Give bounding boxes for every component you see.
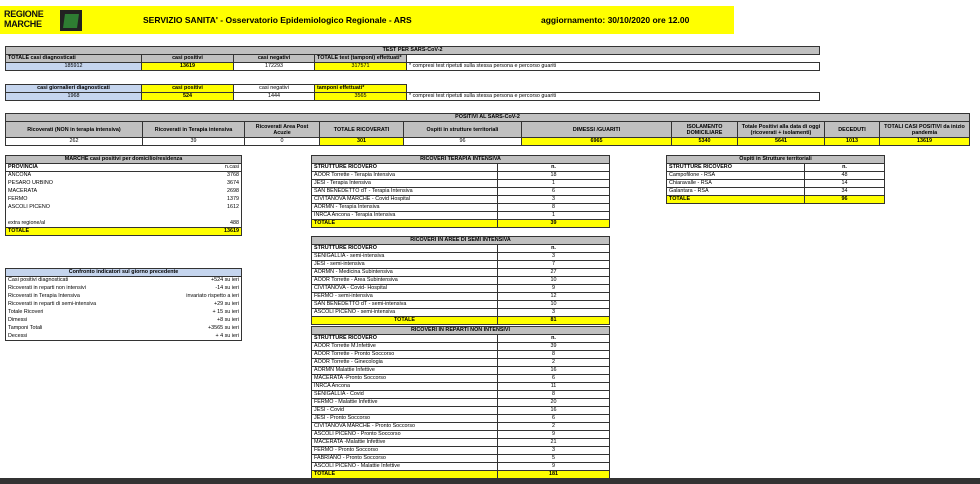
provinces-table bbox=[5, 155, 242, 236]
semi-structure: AORMN - Medicina Subintensiva bbox=[312, 269, 498, 277]
nonint-table bbox=[311, 326, 610, 479]
icu-table bbox=[311, 155, 610, 228]
icu-total-label: TOTALE bbox=[312, 220, 498, 228]
nonint-value: 3 bbox=[498, 447, 610, 455]
compare-value: +3565 su ieri bbox=[144, 325, 242, 333]
nonint-value: 21 bbox=[498, 439, 610, 447]
province-value: 2698 bbox=[144, 188, 242, 196]
territorial-structure: Campofilone - RSA bbox=[667, 172, 805, 180]
province-name: ANCONA bbox=[6, 172, 144, 180]
nonint-structure: MACERATA -Pronto Soccorso bbox=[312, 375, 498, 383]
nonint-structure: ASCOLI PICENO - Malattie Infettive bbox=[312, 463, 498, 471]
nonint-value: 8 bbox=[498, 351, 610, 359]
test-col-header: casi positivi bbox=[142, 55, 234, 63]
daily-col-header: casi positivi bbox=[142, 85, 234, 93]
icu-value: 6 bbox=[498, 188, 610, 196]
test-col-header: casi negativi bbox=[234, 55, 315, 63]
nonint-structure: MACERATA -Malattie Infettive bbox=[312, 439, 498, 447]
test-col-header: TOTALE test (tamponi) effettuati* bbox=[315, 55, 407, 63]
semi-title: RICOVERI IN AREE DI SEMI INTENSIVA bbox=[312, 237, 610, 245]
province-value: 1379 bbox=[144, 196, 242, 204]
icu-value: 18 bbox=[498, 172, 610, 180]
daily-positive: 524 bbox=[142, 93, 234, 101]
logo-mark-icon bbox=[60, 10, 82, 31]
positives-value: 13619 bbox=[880, 138, 970, 146]
positives-col-header: Totale Positivi alla data di oggi (ricoverati + isolamenti) bbox=[738, 122, 825, 138]
semi-total-label: TOTALE bbox=[312, 317, 498, 325]
compare-label: Ricoverati in reparti di semi-intensiva bbox=[6, 301, 144, 309]
nonint-structure: ASCOLI PICENO - Pronto Soccorso bbox=[312, 431, 498, 439]
semi-value: 10 bbox=[498, 301, 610, 309]
compare-value: -14 su ieri bbox=[144, 285, 242, 293]
nonint-structure: JESI - Covid bbox=[312, 407, 498, 415]
compare-title: Confronto indicatori sul giorno precedente bbox=[6, 269, 242, 277]
test-table bbox=[5, 46, 820, 71]
icu-col-val: n. bbox=[498, 164, 610, 172]
positives-col-header: TOTALE RICOVERATI bbox=[320, 122, 404, 138]
territorial-value: 48 bbox=[805, 172, 885, 180]
positives-col-header: Ricoverati (NON in terapia intensiva) bbox=[6, 122, 143, 138]
compare-value: invariato rispetto a ieri bbox=[144, 293, 242, 301]
daily-cases: 1968 bbox=[6, 93, 142, 101]
positives-value: 301 bbox=[320, 138, 404, 146]
nonint-value: 2 bbox=[498, 359, 610, 367]
positives-col-header: Ricoverati Area Post Acuzie bbox=[245, 122, 320, 138]
positives-value: 39 bbox=[143, 138, 245, 146]
semi-structure: SAN BENEDETTO dT - semi-intensiva bbox=[312, 301, 498, 309]
nonint-structure: AOOR Torrette - Pronto Soccorso bbox=[312, 351, 498, 359]
nonint-value: 39 bbox=[498, 343, 610, 351]
semi-value: 7 bbox=[498, 261, 610, 269]
territorial-total: 96 bbox=[805, 196, 885, 204]
positives-value: 262 bbox=[6, 138, 143, 146]
semi-structure: ASCOLI PICENO - semi-intensiva bbox=[312, 309, 498, 317]
positives-section-title: POSITIVI AL SARS-CoV-2 bbox=[6, 114, 970, 122]
positives-value: 96 bbox=[404, 138, 522, 146]
nonint-structure: FABRIANO - Pronto Soccorso bbox=[312, 455, 498, 463]
province-value: 3674 bbox=[144, 180, 242, 188]
positives-col-header: TOTALI CASI POSITIVI da inizio pandemia bbox=[880, 122, 970, 138]
nonint-value: 5 bbox=[498, 455, 610, 463]
province-name bbox=[6, 212, 144, 220]
province-value: 3768 bbox=[144, 172, 242, 180]
compare-label: Casi positivi diagnosticati bbox=[6, 277, 144, 285]
provinces-col-val: n.casi bbox=[144, 164, 242, 172]
nonint-structure: FERMO - Pronto Soccorso bbox=[312, 447, 498, 455]
daily-col-header: casi giornalieri diagnosticati bbox=[6, 85, 142, 93]
icu-structure: AORMN - Terapia Intensiva bbox=[312, 204, 498, 212]
positives-col-header: ISOLAMENTO DOMICILIARE bbox=[672, 122, 738, 138]
semi-value: 3 bbox=[498, 309, 610, 317]
positives-col-header: Ospiti in strutture territoriali bbox=[404, 122, 522, 138]
semi-structure: CIVITANOVA - Covid- Hospital bbox=[312, 285, 498, 293]
positives-col-header: DECEDUTI bbox=[825, 122, 880, 138]
daily-note: * compresi test ripetuti sulla stessa persona e percorso guariti bbox=[407, 93, 820, 101]
territorial-title: Ospiti in Strutture territoriali bbox=[667, 156, 885, 164]
nonint-value: 6 bbox=[498, 375, 610, 383]
nonint-value: 11 bbox=[498, 383, 610, 391]
nonint-structure: JESI - Pronto Soccorso bbox=[312, 415, 498, 423]
nonint-value: 9 bbox=[498, 431, 610, 439]
nonint-structure: AOOR Torrette - Ginecologia bbox=[312, 359, 498, 367]
compare-value: +524 su ieri bbox=[144, 277, 242, 285]
province-name: FERMO bbox=[6, 196, 144, 204]
compare-label: Decessi bbox=[6, 333, 144, 341]
nonint-value: 2 bbox=[498, 423, 610, 431]
compare-value: +29 su ieri bbox=[144, 301, 242, 309]
semi-structure: AOOR Torrette - Area Subintensiva bbox=[312, 277, 498, 285]
icu-structure: AOOR Torrette - Terapia Intensiva bbox=[312, 172, 498, 180]
provinces-col-name: PROVINCIA bbox=[6, 164, 144, 172]
provinces-total-label: TOTALE bbox=[6, 228, 144, 236]
territorial-value: 34 bbox=[805, 188, 885, 196]
nonint-total-label: TOTALE bbox=[312, 471, 498, 479]
semi-table bbox=[311, 236, 610, 325]
nonint-structure: INRCA Ancona bbox=[312, 383, 498, 391]
compare-value: +8 su ieri bbox=[144, 317, 242, 325]
icu-col-name: STRUTTURE RICOVERO bbox=[312, 164, 498, 172]
test-col-header: TOTALE casi diagnosticati bbox=[6, 55, 142, 63]
nonint-value: 6 bbox=[498, 415, 610, 423]
nonint-structure: AORMN Malattie Infettive bbox=[312, 367, 498, 375]
semi-col-val: n. bbox=[498, 245, 610, 253]
province-name: ASCOLI PICENO bbox=[6, 204, 144, 212]
test-negative-cases: 172293 bbox=[234, 63, 315, 71]
page-title: SERVIZIO SANITA' - Osservatorio Epidemiologico Regionale - ARS bbox=[143, 15, 412, 25]
test-total-cases: 185912 bbox=[6, 63, 142, 71]
empty-cell bbox=[407, 55, 820, 63]
header-banner bbox=[0, 6, 734, 34]
icu-value: 1 bbox=[498, 180, 610, 188]
semi-total: 81 bbox=[498, 317, 610, 325]
provinces-title: MARCHE casi positivi per domicilio/residenza bbox=[6, 156, 242, 164]
compare-label: Tamponi Totali bbox=[6, 325, 144, 333]
icu-value: 8 bbox=[498, 204, 610, 212]
semi-value: 10 bbox=[498, 277, 610, 285]
icu-structure: SAN BENEDETTO dT - Terapia Intensiva bbox=[312, 188, 498, 196]
positives-col-header: DIMESSI /GUARITI bbox=[522, 122, 672, 138]
province-value bbox=[144, 212, 242, 220]
semi-value: 12 bbox=[498, 293, 610, 301]
test-section-title: TEST PER SARS-CoV-2 bbox=[6, 47, 820, 55]
compare-label: Totale Ricoveri bbox=[6, 309, 144, 317]
compare-table bbox=[5, 268, 242, 341]
compare-label: Ricoverati in reparti non intensivi bbox=[6, 285, 144, 293]
positives-value: 5340 bbox=[672, 138, 738, 146]
province-value: 1612 bbox=[144, 204, 242, 212]
territorial-col-val: n. bbox=[805, 164, 885, 172]
territorial-total-label: TOTALE bbox=[667, 196, 805, 204]
positives-value: 1013 bbox=[825, 138, 880, 146]
region-logo bbox=[4, 9, 84, 33]
logo-line-1: REGIONE bbox=[4, 9, 44, 19]
icu-structure: CIVITANOVA MARCHE - Covid Hospital bbox=[312, 196, 498, 204]
compare-label: Ricoverati in Terapia Intensiva bbox=[6, 293, 144, 301]
nonint-structure: SENIGALLIA - Covid bbox=[312, 391, 498, 399]
icu-value: 1 bbox=[498, 212, 610, 220]
semi-structure: FERMO - semi-intensiva bbox=[312, 293, 498, 301]
icu-structure: INRCA Ancona - Terapia Intensiva bbox=[312, 212, 498, 220]
test-note: * compresi test ripetuti sulla stessa persona e percorso guariti bbox=[407, 63, 820, 71]
empty-cell bbox=[407, 85, 820, 93]
logo-line-2: MARCHE bbox=[4, 19, 42, 29]
update-timestamp: aggiornamento: 30/10/2020 ore 12.00 bbox=[541, 15, 690, 25]
territorial-table bbox=[666, 155, 885, 204]
compare-label: Dimessi bbox=[6, 317, 144, 325]
semi-structure: JESI - semi-intensiva bbox=[312, 261, 498, 269]
province-name: PESARO URBINO bbox=[6, 180, 144, 188]
daily-col-header: casi negativi bbox=[234, 85, 315, 93]
nonint-value: 9 bbox=[498, 463, 610, 471]
icu-total: 39 bbox=[498, 220, 610, 228]
test-positive-cases: 13619 bbox=[142, 63, 234, 71]
positives-value: 6965 bbox=[522, 138, 672, 146]
territorial-col-name: STRUTTURE RICOVERO bbox=[667, 164, 805, 172]
icu-structure: JESI - Terapia Intensiva bbox=[312, 180, 498, 188]
nonint-col-val: n. bbox=[498, 335, 610, 343]
nonint-value: 16 bbox=[498, 367, 610, 375]
nonint-value: 16 bbox=[498, 407, 610, 415]
nonint-structure: FERMO - Malattie Infettive bbox=[312, 399, 498, 407]
territorial-structure: Galantara - RSA bbox=[667, 188, 805, 196]
nonint-structure: AOOR Torrette M.Infettive bbox=[312, 343, 498, 351]
nonint-col-name: STRUTTURE RICOVERO bbox=[312, 335, 498, 343]
icu-title: RICOVERI TERAPIA INTENSIVA bbox=[312, 156, 610, 164]
test-total-swabs: 317571 bbox=[315, 63, 407, 71]
nonint-title: RICOVERI IN REPARTI NON INTENSIVI bbox=[312, 327, 610, 335]
nonint-total: 181 bbox=[498, 471, 610, 479]
nonint-structure: CIVITANOVA MARCHE - Pronto Soccorso bbox=[312, 423, 498, 431]
territorial-structure: Chiaravalle - RSA bbox=[667, 180, 805, 188]
daily-swabs: 3565 bbox=[315, 93, 407, 101]
icu-value: 3 bbox=[498, 196, 610, 204]
compare-value: + 4 su ieri bbox=[144, 333, 242, 341]
province-value: 488 bbox=[144, 220, 242, 228]
semi-value: 9 bbox=[498, 285, 610, 293]
provinces-total: 13619 bbox=[144, 228, 242, 236]
positives-col-header: Ricoverati in Terapia intensiva bbox=[143, 122, 245, 138]
semi-structure: SENIGALLIA - semi-intensiva bbox=[312, 253, 498, 261]
semi-value: 3 bbox=[498, 253, 610, 261]
semi-value: 27 bbox=[498, 269, 610, 277]
territorial-value: 14 bbox=[805, 180, 885, 188]
daily-table bbox=[5, 84, 820, 101]
positives-value: 5641 bbox=[738, 138, 825, 146]
daily-negative: 1444 bbox=[234, 93, 315, 101]
nonint-value: 20 bbox=[498, 399, 610, 407]
positives-table bbox=[5, 113, 970, 146]
nonint-value: 8 bbox=[498, 391, 610, 399]
semi-col-name: STRUTTURE RICOVERO bbox=[312, 245, 498, 253]
compare-value: + 15 su ieri bbox=[144, 309, 242, 317]
province-name: extra regione/al bbox=[6, 220, 144, 228]
positives-value: 0 bbox=[245, 138, 320, 146]
daily-col-header: tamponi effettuati* bbox=[315, 85, 407, 93]
province-name: MACERATA bbox=[6, 188, 144, 196]
bottom-bar bbox=[0, 478, 980, 484]
